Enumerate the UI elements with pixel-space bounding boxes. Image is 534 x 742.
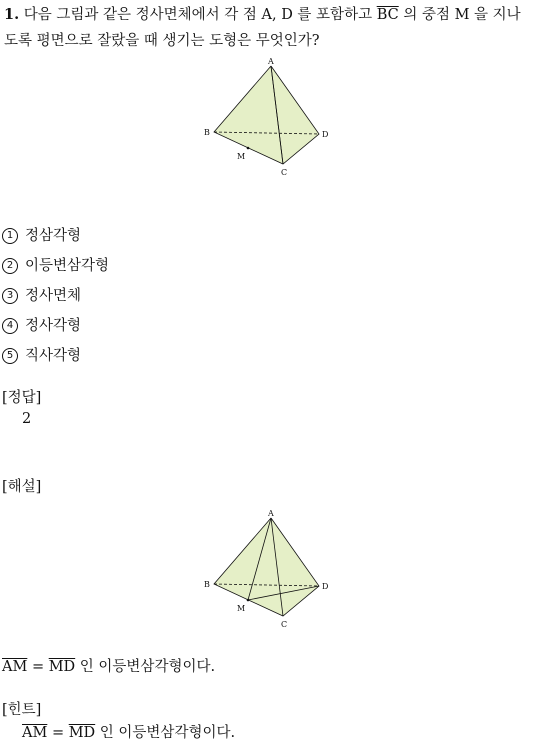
tetrahedron-section-figure xyxy=(196,508,338,632)
label-m: M xyxy=(237,152,246,161)
hint-text: $\overline{AM} = \overline{MD}$ 인 이등변삼각형이다. xyxy=(22,725,236,741)
segment-bc: $\overline{BC}$ xyxy=(376,7,399,23)
choice-1[interactable]: 1 정삼각형 xyxy=(2,224,81,245)
label-b-2: B xyxy=(204,580,210,589)
explanation-label: [해설] xyxy=(2,479,42,495)
label-d: D xyxy=(322,130,329,139)
answer-value: 2 xyxy=(22,411,32,427)
label-m-2: M xyxy=(237,604,246,613)
explanation-text: $\overline{AM} = \overline{MD}$ 인 이등변삼각형이다. xyxy=(2,659,216,675)
question-number: 1. xyxy=(4,6,20,23)
choice-4[interactable]: 4 정사각형 xyxy=(2,314,81,335)
choice-2[interactable]: 2 이등변삼각형 xyxy=(2,254,109,275)
choice-5[interactable]: 5 직사각형 xyxy=(2,344,81,365)
label-a: A xyxy=(268,57,274,66)
answer-label: [정답] xyxy=(2,390,42,406)
label-c: C xyxy=(281,168,288,177)
label-b: B xyxy=(204,128,210,137)
label-a-2: A xyxy=(268,509,274,518)
question-text: 1. 다음 그림과 같은 정사면체에서 각 점 A, D 를 포함하고 $\overline{BC}$ 의 중점 M 을 지나도록 평면으로 잘랐을 때 생기는 도형은 무엇인가? xyxy=(4,6,521,49)
choice-3[interactable]: 3 정사면체 xyxy=(2,284,81,305)
label-c-2: C xyxy=(281,620,288,629)
tetrahedron-figure xyxy=(196,56,338,180)
label-d-2: D xyxy=(322,582,329,591)
hint-label: [힌트] xyxy=(2,702,42,718)
